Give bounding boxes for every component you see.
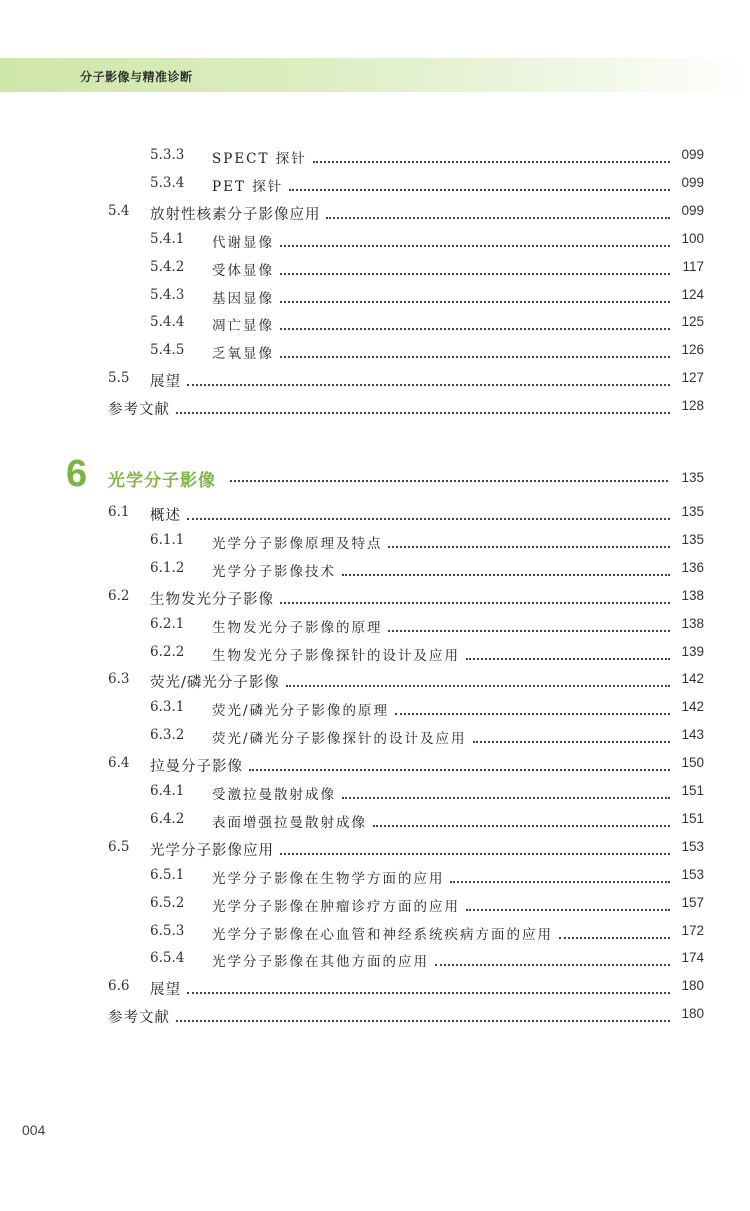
toc-entry — [0, 640, 750, 668]
toc-section-number: 5.4.2 — [150, 258, 185, 275]
toc-section-number: 5.5 — [108, 370, 130, 387]
toc-entry — [0, 946, 750, 974]
toc-entry-title: 展望 — [150, 374, 181, 391]
dot-leader — [280, 588, 670, 604]
toc-entry — [0, 394, 750, 422]
toc-section-number: 5.4.1 — [150, 230, 185, 247]
toc-entry — [0, 667, 750, 695]
toc-entry — [0, 500, 750, 528]
toc-page-number: 139 — [681, 643, 704, 659]
toc-entry — [0, 807, 750, 835]
toc-section-number: 6.5.4 — [150, 950, 185, 967]
toc-section-number: 6.5.2 — [150, 894, 185, 911]
chapter-heading — [0, 452, 750, 496]
dot-leader — [280, 342, 670, 358]
toc-page-number: 180 — [681, 978, 704, 994]
toc-entry-title: 受激拉曼散射成像 — [212, 787, 336, 803]
toc-section-number: 6.2.1 — [150, 615, 185, 632]
dot-leader — [373, 811, 670, 827]
dot-leader — [466, 895, 670, 911]
dot-leader — [280, 314, 670, 330]
toc-page-number: 172 — [681, 922, 704, 938]
toc-page-number: 153 — [681, 866, 704, 882]
toc-entry-title: 拉曼分子影像 — [150, 759, 243, 776]
chapter-page-number: 135 — [681, 470, 704, 485]
dot-leader — [286, 671, 670, 687]
toc-section-number: 6.5.1 — [150, 866, 185, 883]
toc-entry — [0, 779, 750, 807]
toc-entry-title: SPECT 探针 — [212, 151, 307, 167]
toc-entry — [0, 199, 750, 227]
dot-leader — [435, 950, 670, 966]
toc-entry-title: 生物发光分子影像 — [150, 591, 274, 608]
dot-leader — [342, 783, 670, 799]
dot-leader — [466, 644, 670, 660]
dot-leader — [473, 727, 670, 743]
dot-leader — [280, 259, 670, 275]
toc-entry-title: 乏氧显像 — [212, 346, 274, 363]
toc-page-number: 127 — [681, 370, 704, 386]
toc-page-number: 143 — [681, 727, 704, 743]
toc-entry-title: 光学分子影像应用 — [150, 842, 274, 859]
toc-section-number: 6.1 — [108, 504, 130, 520]
toc-entry — [0, 584, 750, 612]
toc-entry-title: 生物发光分子影像的原理 — [212, 619, 383, 636]
toc-page-number: 100 — [681, 230, 704, 246]
toc-entry — [0, 283, 750, 311]
dot-leader — [280, 287, 670, 303]
toc-entry — [0, 919, 750, 947]
toc-page-number: 142 — [681, 699, 704, 715]
toc-section-number: 6.2 — [108, 587, 130, 604]
dot-leader — [289, 175, 670, 191]
toc-entry-title: 光学分子影像在其他方面的应用 — [212, 954, 429, 971]
toc-section-number: 5.3.3 — [150, 147, 185, 163]
toc-entry — [0, 227, 750, 255]
toc-page-number: 151 — [681, 810, 704, 826]
toc-entry-title: 受体显像 — [212, 262, 274, 279]
toc-entry — [0, 751, 750, 779]
toc-page-number: 099 — [681, 147, 704, 162]
dot-leader — [559, 923, 670, 939]
dot-leader — [249, 755, 670, 771]
toc-entry-title: 光学分子影像技术 — [212, 563, 336, 580]
toc-entry — [0, 171, 750, 199]
toc-entry — [0, 143, 750, 171]
toc-section-number: 5.4 — [108, 202, 130, 219]
toc-entry-title: PET 探针 — [212, 178, 284, 195]
toc-page-number: 153 — [681, 838, 704, 854]
toc-page-number: 150 — [681, 755, 704, 771]
dot-leader — [230, 470, 668, 482]
toc-entry — [0, 612, 750, 640]
dot-leader — [280, 839, 670, 855]
toc-page-number: 151 — [681, 783, 704, 798]
toc-entry-title: 光学分子影像在生物学方面的应用 — [212, 870, 445, 887]
toc-section-number: 6.6 — [108, 978, 130, 995]
toc-page-number: 138 — [681, 615, 704, 631]
toc-page-number: 135 — [681, 504, 704, 519]
dot-leader — [342, 560, 670, 576]
toc-page-number: 128 — [681, 398, 704, 414]
dot-leader — [187, 978, 670, 994]
toc-section-number: 5.4.3 — [150, 286, 185, 303]
toc-entry — [0, 366, 750, 394]
chapter-number: 6 — [66, 453, 88, 495]
toc-page-number: 136 — [681, 559, 704, 575]
toc-section-number: 5.3.4 — [150, 174, 185, 191]
toc-section-number: 6.5.3 — [150, 922, 185, 939]
toc-page-number: 117 — [682, 258, 704, 274]
dot-leader — [388, 616, 670, 632]
toc-entry-title: 光学分子影像原理及特点 — [212, 535, 383, 552]
toc-entry-title: 基因显像 — [212, 290, 274, 307]
toc-page-number: 138 — [681, 587, 704, 603]
running-header-title: 分子影像与精准诊断 — [80, 70, 193, 84]
toc-section-number: 5.4.4 — [150, 314, 185, 331]
dot-leader — [326, 203, 670, 219]
toc-section-number: 6.4.1 — [150, 783, 185, 799]
page-folio: 004 — [22, 1122, 46, 1138]
toc-page-number: 174 — [681, 950, 704, 966]
toc-section-number: 6.1.2 — [150, 559, 185, 576]
toc-entry — [0, 338, 750, 366]
toc-entry-title: 代谢显像 — [212, 234, 274, 251]
dot-leader — [395, 699, 670, 715]
toc-section-number: 6.1.1 — [150, 531, 185, 548]
toc-section-number: 5.4.5 — [150, 342, 185, 359]
dot-leader — [388, 532, 670, 548]
chapter-title: 光学分子影像 — [108, 471, 216, 491]
toc-page-number: 157 — [681, 894, 704, 910]
toc-section-number: 6.2.2 — [150, 643, 185, 660]
toc-entry-title: 荧光/磷光分子影像 — [150, 675, 280, 692]
toc-entry-title: 光学分子影像在肿瘤诊疗方面的应用 — [212, 898, 460, 915]
toc-entry-title: 荧光/磷光分子影像探针的设计及应用 — [212, 731, 467, 748]
toc-section-number: 6.3.1 — [150, 699, 185, 716]
toc-section-number: 6.4.2 — [150, 810, 185, 827]
toc-page-number: 125 — [681, 314, 704, 330]
dot-leader — [176, 1006, 670, 1022]
toc-page-number: 124 — [681, 286, 704, 302]
toc-entry-title: 生物发光分子影像探针的设计及应用 — [212, 647, 460, 664]
toc-entry — [0, 556, 750, 584]
toc-entry-title: 光学分子影像在心血管和神经系统疾病方面的应用 — [212, 926, 553, 943]
toc-entry — [0, 891, 750, 919]
dot-leader — [280, 231, 670, 247]
toc-section-number: 6.3.2 — [150, 727, 185, 744]
toc-page-number: 135 — [681, 531, 704, 547]
toc-page-number: 180 — [681, 1006, 704, 1022]
toc-entry-title: 展望 — [150, 982, 181, 999]
toc-entry — [0, 974, 750, 1002]
toc-entry-title: 表面增强拉曼散射成像 — [212, 814, 367, 831]
dot-leader — [176, 398, 670, 414]
toc-page-number: 142 — [681, 671, 704, 687]
toc-section-number: 6.4 — [108, 755, 130, 772]
toc-entry — [0, 310, 750, 338]
toc-entry-title: 放射性核素分子影像应用 — [150, 206, 321, 223]
toc-section-number: 6.3 — [108, 671, 130, 688]
toc-page-number: 126 — [681, 342, 704, 358]
toc-entry-title: 概述 — [150, 508, 181, 524]
toc-section-number: 6.5 — [108, 838, 130, 855]
toc-entry — [0, 1002, 750, 1030]
toc-page-number: 099 — [681, 202, 704, 218]
toc-entry-title: 凋亡显像 — [212, 318, 274, 335]
toc-entry — [0, 863, 750, 891]
dot-leader — [313, 147, 670, 163]
running-header — [0, 58, 750, 92]
toc-entry-title: 参考文献 — [108, 1010, 170, 1027]
toc-entry-title: 荧光/磷光分子影像的原理 — [212, 703, 390, 720]
toc-page-number: 099 — [681, 174, 704, 190]
toc-entry — [0, 528, 750, 556]
dot-leader — [187, 504, 670, 520]
dot-leader — [450, 867, 670, 883]
dot-leader — [187, 370, 670, 386]
toc-entry — [0, 255, 750, 283]
toc-entry-title: 参考文献 — [108, 402, 170, 419]
toc-entry — [0, 695, 750, 723]
toc-entry — [0, 723, 750, 751]
toc-entry — [0, 835, 750, 863]
